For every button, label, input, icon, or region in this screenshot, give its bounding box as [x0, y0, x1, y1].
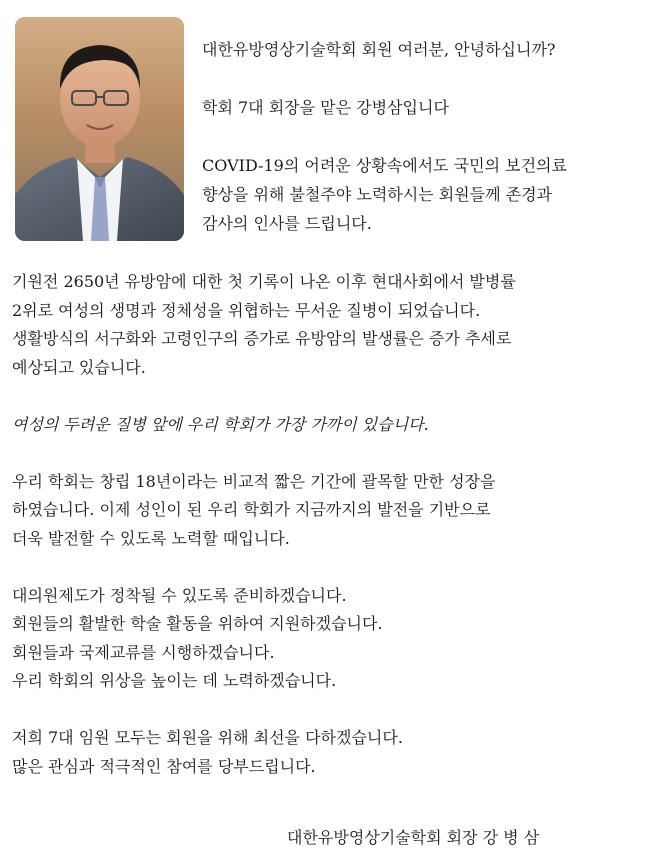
text-line: 더욱 발전할 수 있도록 노력할 때입니다. — [12, 528, 290, 548]
portrait-illustration — [15, 17, 184, 241]
pledge-item: 회원들과 국제교류를 시행하겠습니다. — [12, 642, 275, 662]
president-portrait-photo — [15, 17, 184, 241]
pledge-item: 우리 학회의 위상을 높이는 데 노력하겠습니다. — [12, 671, 337, 690]
text-line: 저희 7대 임원 모두는 회원을 위해 최선을 다하겠습니다. — [12, 728, 403, 747]
gratitude-line-3: 감사의 인사를 드립니다. — [202, 214, 372, 233]
text-line: 생활방식의 서구화와 고령인구의 증가로 유방암의 발생률은 증가 추세로 — [12, 329, 512, 348]
text-line: 2위로 여성의 생명과 정체성을 위협하는 무서운 질병이 되었습니다. — [12, 300, 481, 320]
text-line: 우리 학회는 창립 18년이라는 비교적 짧은 기간에 괄목할 만한 성장을 — [12, 471, 496, 491]
pledge-item: 회원들의 활발한 학술 활동을 위하여 지원하겠습니다. — [12, 614, 383, 633]
text-line: 예상되고 있습니다. — [12, 357, 146, 377]
paragraph-closing — [12, 724, 642, 781]
paragraph-pledges — [12, 582, 642, 696]
introduction-line: 학회 7대 회장을 맡은 강병삼입니다 — [202, 98, 449, 117]
message-body — [12, 268, 642, 781]
intro-greeting — [202, 35, 642, 238]
president-signature: 대한유방영상기술학회 회장 강 병 삼 — [287, 828, 540, 847]
emphasis-statement: 여성의 두려운 질병 앞에 우리 학회가 가장 가까이 있습니다. — [12, 414, 429, 434]
gratitude-line-2: 향상을 위해 불철주야 노력하시는 회원들께 존경과 — [202, 185, 553, 204]
gratitude-line-1: COVID-19의 어려운 상황속에서도 국민의 보건의료 — [202, 156, 567, 175]
greeting-line: 대한유방영상기술학회 회원 여러분, 안녕하십니까? — [202, 40, 556, 59]
text-line: 많은 관심과 적극적인 참여를 당부드립니다. — [12, 756, 316, 776]
text-line: 하였습니다. 이제 성인이 된 우리 학회가 지금까지의 발전을 기반으로 — [12, 500, 491, 519]
paragraph-growth — [12, 468, 642, 554]
text-line: 기원전 2650년 유방암에 대한 첫 기록이 나온 이후 현대사회에서 발병률 — [12, 272, 516, 291]
paragraph-history — [12, 268, 642, 382]
pledge-item: 대의원제도가 정착될 수 있도록 준비하겠습니다. — [12, 585, 347, 605]
